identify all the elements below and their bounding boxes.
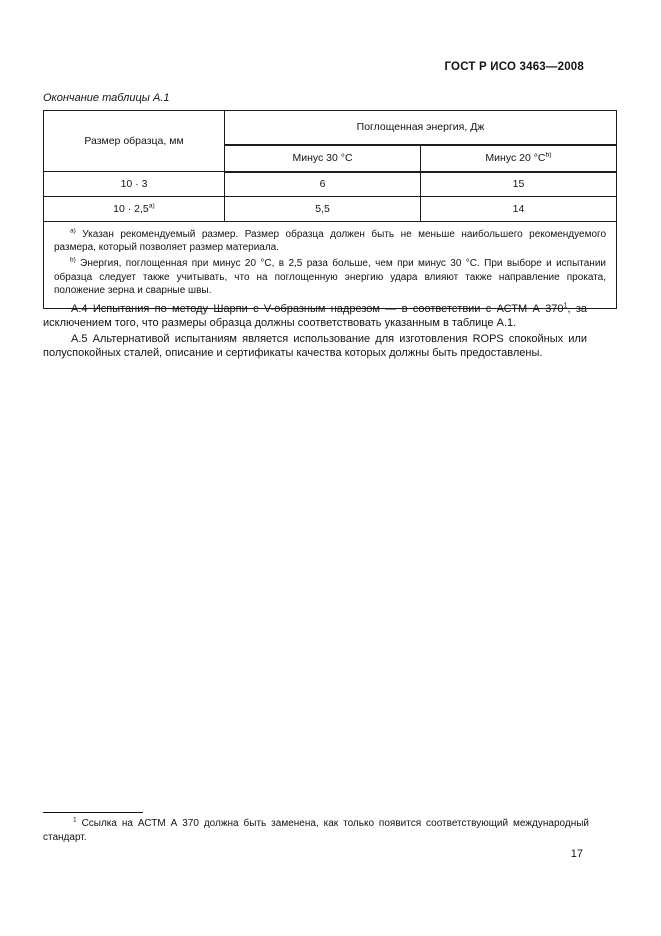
cell-minus30-row0: 6 [225,172,421,197]
cell-size-row1-value: 10 · 2,5 [113,203,149,215]
cell-minus30-row1: 5,5 [225,197,421,222]
table-header-absorbed-energy: Поглощенная энергия, Дж [225,111,617,145]
paragraph-a5: А.5 Альтернативой испытаниям является использование для изготовления ROPS спокойных или полуспокойных сталей, описание и сертификаты качества которых должны быть предоставлены. [43,333,587,359]
footnote-a-marker: а) [70,227,76,235]
footnote-b-text: Энергия, поглощенная при минус 20 °С, в 2,5 раза больше, чем при минус 30 °С. При выборе и испытании образца следует также учитывать, что на поглощенную энергию удара влияют также направление проката, положение зерна и сварные швы. [54,258,607,296]
footnote-a-text: Указан рекомендуемый размер. Размер образца должен быть не меньше наибольшего рекомендуемого размера, который позволяет размер материала. [54,229,607,254]
footnote-1-reference: 1 [563,301,568,310]
table-continuation-caption: Окончание таблицы А.1 [43,92,170,104]
cell-size-row0: 10 · 3 [44,172,225,197]
cell-minus20-row0: 15 [421,172,617,197]
body-paragraphs [43,303,587,364]
table-row [44,172,617,197]
table-header-sample-size: Размер образца, мм [44,111,225,172]
table-subheader-minus20 [421,145,617,172]
cell-size-row1 [44,197,225,222]
footnote-a-reference: а) [148,202,155,210]
footnote-b-marker: b) [70,257,76,265]
cell-minus20-row1: 14 [421,197,617,222]
footnote-separator-rule [43,812,143,813]
page-footnote [43,817,589,844]
table-row [44,197,617,222]
table-footnote-b [54,257,606,297]
absorbed-energy-table [43,110,617,309]
document-number-header: ГОСТ Р ИСО 3463—2008 [444,61,584,73]
page-footnote-body [43,817,589,844]
paragraph-a4-text-end: , за исключением того, что размеры образца должны соответствовать указанным в таблице А.1. [43,303,587,329]
paragraph-a4 [43,303,587,330]
table-subheader-minus30: Минус 30 °С [225,145,421,172]
footnote-b-reference: b) [545,151,552,159]
footnote-1-text: Ссылка на АСТМ А 370 должна быть заменена, как только появится соответствующий международный стандарт. [43,818,589,843]
table-footnote-a [54,228,606,254]
table-footnotes-row [44,222,617,309]
page-number: 17 [570,848,583,860]
paragraph-a4-text-start: А.4 Испытания по методу Шарпи с V-образным надрезом — в соответствии с АСТМ А 370 [71,303,564,315]
footnote-1-marker: 1 [73,816,77,824]
table-subheader-minus20-label: Минус 20 °С [485,152,546,164]
table-header-row [44,111,617,145]
table-footnotes-cell [44,222,617,309]
